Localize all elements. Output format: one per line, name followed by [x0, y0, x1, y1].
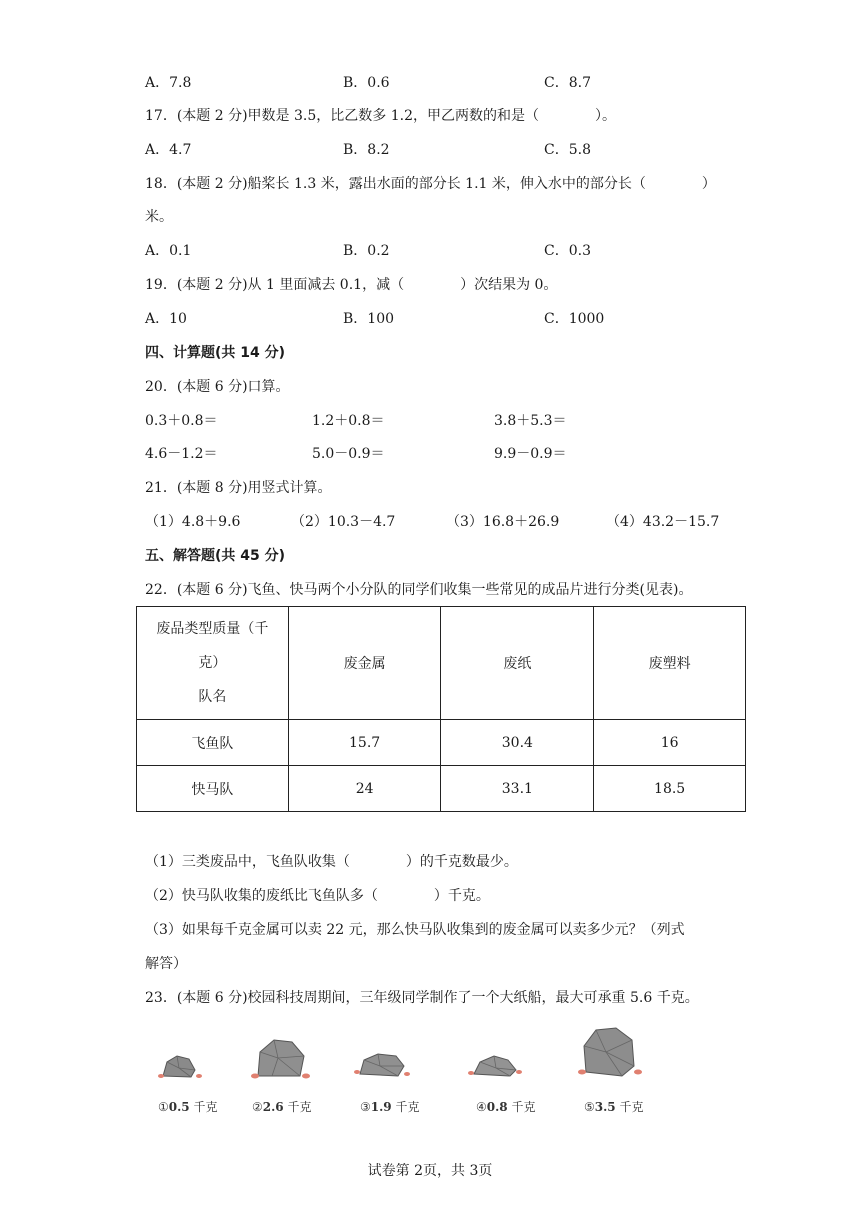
q20-item: 3.8＋5.3＝ [494, 413, 567, 429]
question-18-cont: 米。 [145, 209, 173, 225]
team-name-cell: 飞鱼队 [137, 720, 289, 766]
q17-option-b: B．8.2 [343, 142, 390, 158]
question-17: 17．(本题 2 分)甲数是 3.5，比乙数多 1.2，甲乙两数的和是（ ）。 [145, 108, 616, 124]
corner-header-line: 废品类型质量（千 [156, 621, 269, 637]
question-22: 22．(本题 6 分)飞鱼、快马两个小分队的同学们收集一些常见的成品片进行分类(见表)。 [145, 582, 693, 598]
value-cell: 33.1 [441, 766, 594, 812]
stone-1-image [155, 1050, 205, 1082]
stone-weight: 3.5 [594, 1100, 616, 1114]
stone-unit: 千克 [507, 1100, 536, 1114]
q22-sub-question-3-cont: 解答） [145, 956, 187, 972]
stone-number: ① [158, 1100, 169, 1114]
q21-item: （4）43.2－15.7 [606, 514, 720, 530]
stone-2-image [248, 1032, 312, 1084]
value-cell: 18.5 [594, 766, 746, 812]
stone-number: ⑤ [584, 1100, 595, 1114]
stone-1-label [158, 1098, 217, 1115]
stone-2-label [252, 1098, 311, 1115]
q21-item: （2）10.3－4.7 [291, 514, 396, 530]
value-cell: 24 [288, 766, 441, 812]
stone-3-label [360, 1098, 419, 1115]
stone-4-label [476, 1098, 535, 1115]
question-19: 19．(本题 2 分)从 1 里面减去 0.1，减（ ）次结果为 0。 [145, 277, 558, 293]
column-header: 废塑料 [594, 607, 746, 720]
q17-option-a: A．4.7 [145, 142, 192, 158]
team-name-cell: 快马队 [137, 766, 289, 812]
table-row [137, 720, 746, 766]
stone-weight: 2.6 [262, 1100, 284, 1114]
q21-item: （1）4.8＋9.6 [145, 514, 241, 530]
q21-item: （3）16.8＋26.9 [446, 514, 560, 530]
value-cell: 15.7 [288, 720, 441, 766]
stone-weight: 1.9 [370, 1100, 392, 1114]
stone-unit: 千克 [391, 1100, 420, 1114]
question-18: 18．(本题 2 分)船桨长 1.3 米，露出水面的部分长 1.1 米，伸入水中的部分长（ ） [145, 176, 716, 192]
q22-sub-question-2: （2）快马队收集的废纸比飞鱼队多（ ）千克。 [145, 888, 490, 904]
corner-header-line: 队名 [198, 689, 227, 705]
q20-item: 1.2＋0.8＝ [312, 413, 385, 429]
value-cell: 30.4 [441, 720, 594, 766]
stones-figure [0, 1020, 860, 1120]
value-cell: 16 [594, 720, 746, 766]
page-footer: 试卷第 2页，共 3页 [367, 1163, 493, 1179]
q20-item: 4.6－1.2＝ [145, 446, 218, 462]
q18-option-c: C．0.3 [544, 243, 591, 259]
q20-item: 0.3＋0.8＝ [145, 413, 218, 429]
question-21: 21．(本题 8 分)用竖式计算。 [145, 480, 332, 496]
stone-weight: 0.5 [168, 1100, 190, 1114]
q22-sub-question-3: （3）如果每千克金属可以卖 22 元，那么快马队收集到的废金属可以卖多少元？（列式 [145, 922, 685, 938]
stone-number: ③ [360, 1100, 371, 1114]
q16-option-a: A．7.8 [145, 75, 192, 91]
q18-option-b: B．0.2 [343, 243, 390, 259]
stone-weight: 0.8 [486, 1100, 508, 1114]
q22-sub-question-1: （1）三类废品中，飞鱼队收集（ ）的千克数最少。 [145, 854, 518, 870]
q16-option-b: B．0.6 [343, 75, 390, 91]
q20-item: 9.9－0.9＝ [494, 446, 567, 462]
table-header-row [137, 607, 746, 720]
question-20: 20．(本题 6 分)口算。 [145, 379, 290, 395]
table-corner-header [137, 607, 289, 720]
stone-unit: 千克 [615, 1100, 644, 1114]
corner-header-line: 克） [198, 655, 227, 671]
waste-table [136, 606, 746, 812]
stone-4-image [466, 1048, 524, 1080]
stone-5-image [574, 1022, 644, 1084]
section-4-heading: 四、计算题(共 14 分) [145, 345, 286, 361]
section-5-heading: 五、解答题(共 45 分) [145, 548, 286, 564]
stone-number: ② [252, 1100, 263, 1114]
q19-option-a: A．10 [145, 311, 187, 327]
table-row [137, 766, 746, 812]
question-23: 23．(本题 6 分)校园科技周期间，三年级同学制作了一个大纸船，最大可承重 5.6 千克。 [145, 990, 699, 1006]
stone-5-label [584, 1098, 643, 1115]
q18-option-a: A．0.1 [145, 243, 192, 259]
stone-3-image [352, 1046, 412, 1082]
q16-option-c: C．8.7 [544, 75, 591, 91]
q20-item: 5.0－0.9＝ [312, 446, 385, 462]
column-header: 废金属 [288, 607, 441, 720]
stone-unit: 千克 [189, 1100, 218, 1114]
stone-number: ④ [476, 1100, 487, 1114]
q19-option-c: C．1000 [544, 311, 605, 327]
q17-option-c: C．5.8 [544, 142, 591, 158]
stone-unit: 千克 [283, 1100, 312, 1114]
q19-option-b: B．100 [343, 311, 395, 327]
column-header: 废纸 [441, 607, 594, 720]
